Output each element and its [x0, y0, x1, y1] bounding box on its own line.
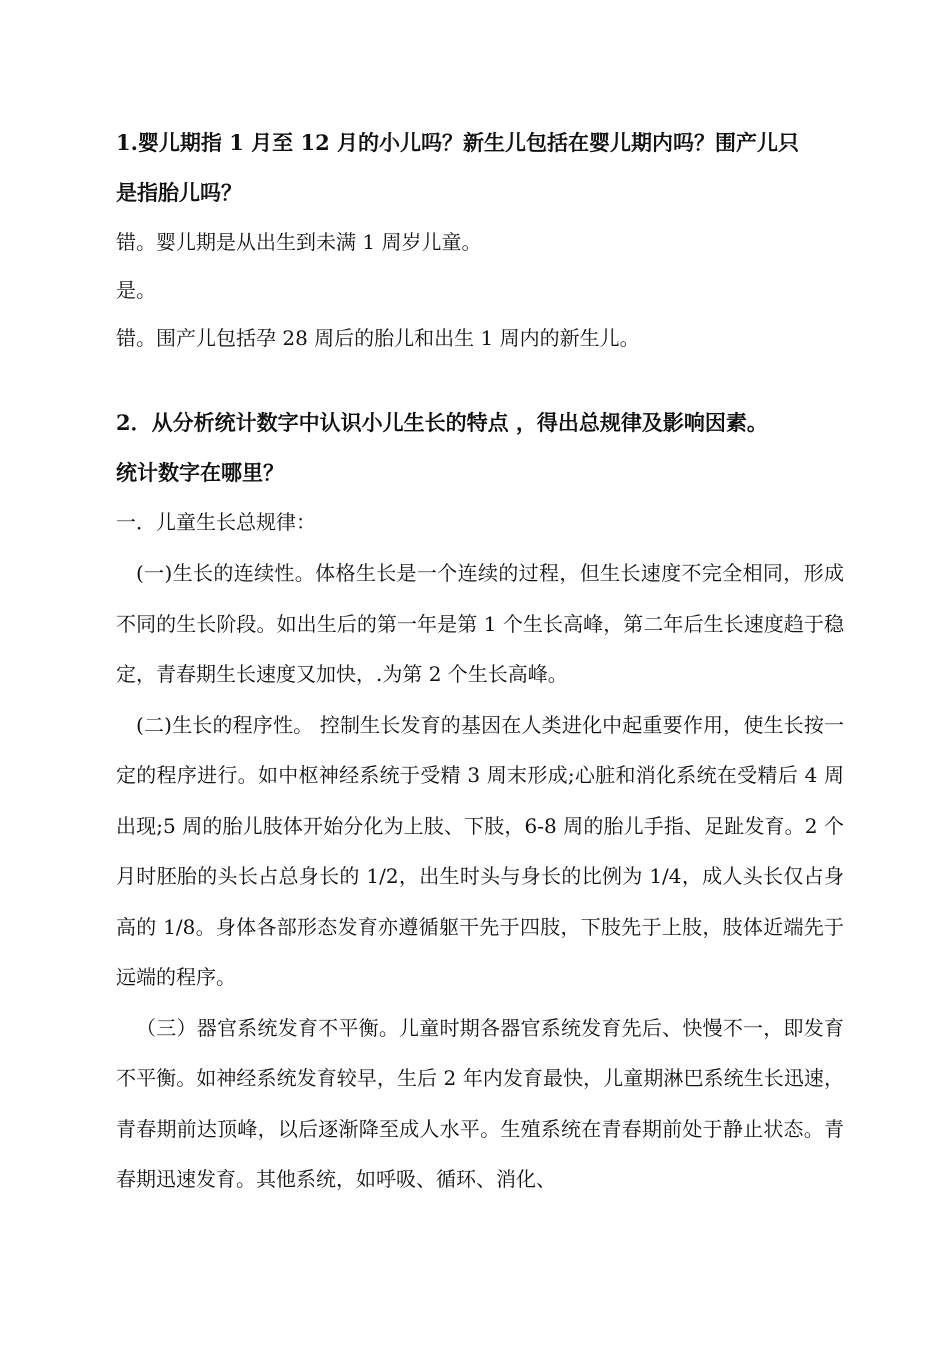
- answer-2: 是。: [116, 278, 156, 302]
- question-1-line-2: 是指胎儿吗？: [116, 180, 242, 205]
- section-heading: 一．儿童生长总规律：: [116, 510, 316, 534]
- document-page: [116, 118, 844, 1205]
- answer-1: 错。婴儿期是从出生到未满 1 周岁儿童。: [116, 230, 482, 254]
- answer-3: 错。围产儿包括孕 28 周后的胎儿和出生 1 周内的新生儿。: [116, 326, 640, 350]
- section-spacer: [116, 362, 844, 398]
- paragraph-sequence: (二)生长的程序性。 控制生长发育的基因在人类进化中起重要作用，使生长按一定的程序进行。如中枢神经系统于受精 3 周末形成;心脏和消化系统在受精后 4 周出现;5 周的胎儿肢体开始分化为上肢、下肢，6-8 周的胎儿手指、足趾发育。2 个月时胚胎的头长占总身长的 1/2，出生时头与身长的比例为 1/4，成人头长仅占身高的 1/8。身体各部形态发育亦遵循躯干先于四肢，下肢先于上肢，肢体近端先于远端的程序。: [116, 712, 844, 989]
- paragraph-imbalance: （三）器官系统发育不平衡。儿童时期各器官系统发育先后、快慢不一，即发育不平衡。如神经系统发育较早，生后 2 年内发育最快，儿童期淋巴系统生长迅速，青春期前达顶峰，以后逐渐降至成人水平。生殖系统在青春期前处于静止状态。青春期迅速发育。其他系统，如呼吸、循环、消化、: [116, 1015, 844, 1191]
- paragraph-continuity: (一)生长的连续性。体格生长是一个连续的过程，但生长速度不完全相同，形成不同的生长阶段。如出生后的第一年是第 1 个生长高峰，第二年后生长速度趋于稳定，青春期生长速度又加快，.为第 2 个生长高峰。: [116, 561, 844, 686]
- question-2-title: 2．从分析统计数字中认识小儿生长的特点 ，得出总规律及影响因素。: [116, 410, 768, 435]
- question-1-line-1: 1.婴儿期指 1 月至 12 月的小儿吗？新生儿包括在婴儿期内吗？围产儿只: [116, 130, 799, 155]
- question-2-subtitle: 统计数字在哪里？: [116, 460, 284, 485]
